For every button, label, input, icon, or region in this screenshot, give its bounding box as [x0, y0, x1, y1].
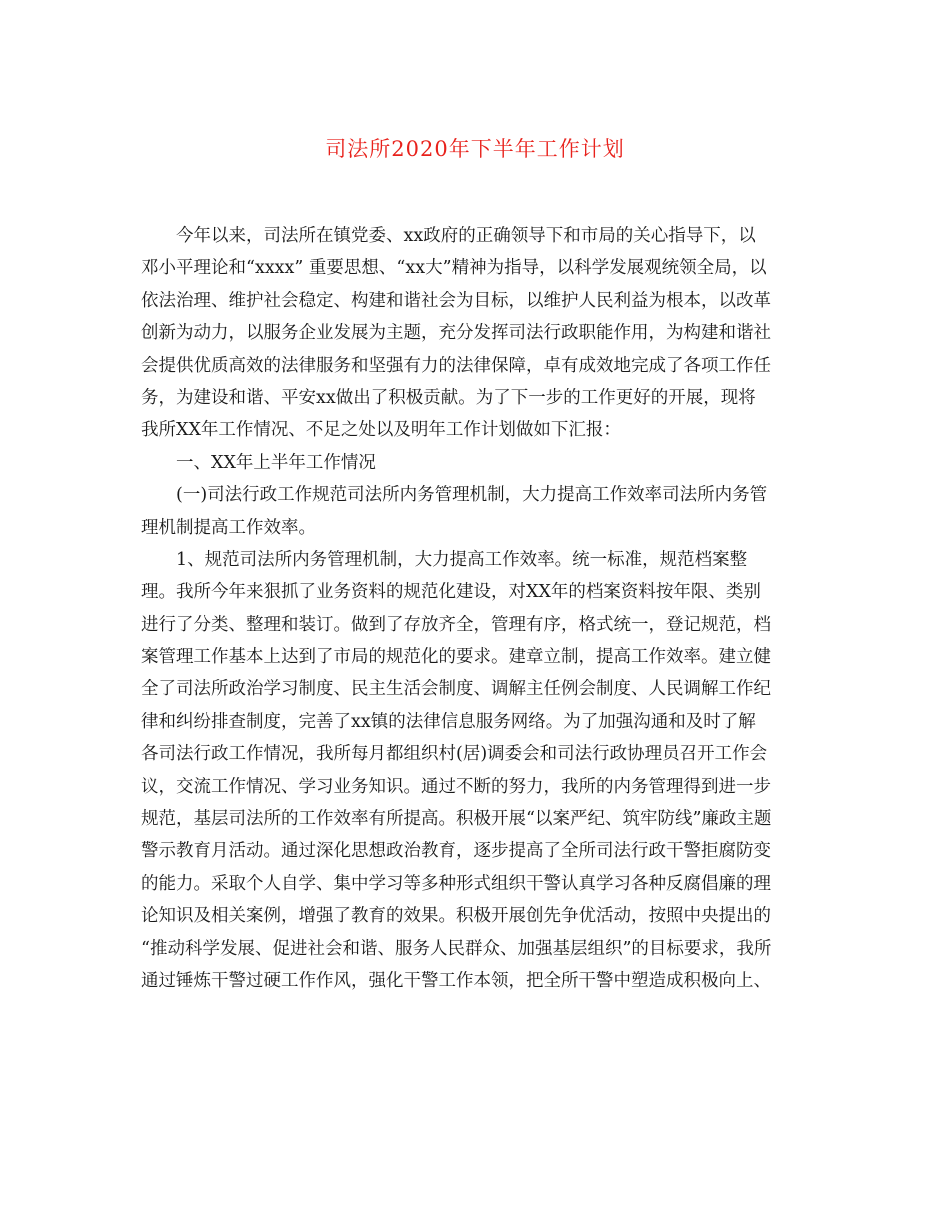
paragraph-line: 务，为建设和谐、平安xx做出了积极贡献。为了下一步的工作更好的开展，现将 — [141, 387, 756, 408]
paragraph-line: 议，交流工作情况、学习业务知识。通过不断的努力，我所的内务管理得到进一步 — [141, 776, 771, 797]
paragraph-line: 规范，基层司法所的工作效率有所提高。积极开展“以案严纪、筑牢防线”廉政主题 — [141, 809, 772, 830]
paragraph-line: 通过锤炼干警过硬工作作风，强化干警工作本领，把全所干警中塑造成积极向上、 — [141, 970, 771, 991]
paragraph-line: 理。我所今年来狠抓了业务资料的规范化建设，对XX年的档案资料按年限、类别 — [141, 582, 761, 603]
paragraph-line: 今年以来，司法所在镇党委、xx政府的正确领导下和市局的关心指导下，以 — [176, 226, 756, 246]
document-body — [141, 220, 811, 997]
paragraph-line: 警示教育月活动。通过深化思想政治教育，逐步提高了全所司法行政干警拒腐防变 — [141, 841, 771, 862]
paragraph-line: 各司法行政工作情况，我所每月都组织村(居)调委会和司法行政协理员召开工作会 — [141, 744, 768, 765]
paragraph-line: 理机制提高工作效率。 — [141, 517, 316, 538]
paragraph-line: 会提供优质高效的法律服务和坚强有力的法律保障，卓有成效地完成了各项工作任 — [141, 355, 771, 376]
paragraph-line: 依法治理、维护社会稳定、构建和谐社会为目标，以维护人民利益为根本，以改革 — [141, 290, 771, 311]
paragraph-line: 创新为动力，以服务企业发展为主题，充分发挥司法行政职能作用，为构建和谐社 — [141, 323, 771, 344]
paragraph-line: 的能力。采取个人自学、集中学习等多种形式组织干警认真学习各种反腐倡廉的理 — [141, 873, 771, 894]
paragraph-line: 进行了分类、整理和装订。做到了存放齐全，管理有序，格式统一，登记规范，档 — [141, 614, 771, 635]
paragraph-line: 案管理工作基本上达到了市局的规范化的要求。建章立制，提高工作效率。建立健 — [141, 647, 771, 668]
section-heading: 一、XX年上半年工作情况 — [176, 452, 376, 473]
paragraph-line: 我所XX年工作情况、不足之处以及明年工作计划做如下汇报： — [141, 420, 621, 441]
document-title: 司法所2020年下半年工作计划 — [325, 137, 625, 161]
paragraph-line: 1、规范司法所内务管理机制，大力提高工作效率。统一标准，规范档案整 — [176, 549, 748, 570]
paragraph-line: “推动科学发展、促进社会和谐、服务人民群众、加强基层组织”的目标要求，我所 — [141, 938, 772, 959]
paragraph-line: (一)司法行政工作规范司法所内务管理机制，大力提高工作效率司法所内务管 — [176, 485, 768, 506]
paragraph-line: 律和纠纷排查制度，完善了xx镇的法律信息服务网络。为了加强沟通和及时了解 — [141, 711, 756, 732]
paragraph-line: 全了司法所政治学习制度、民主生活会制度、调解主任例会制度、人民调解工作纪 — [141, 679, 771, 700]
paragraph-line: 邓小平理论和“xxxx” 重要思想、“xx大”精神为指导，以科学发展观统领全局，以 — [141, 258, 767, 279]
paragraph-line: 论知识及相关案例，增强了教育的效果。积极开展创先争优活动，按照中央提出的 — [141, 906, 771, 927]
